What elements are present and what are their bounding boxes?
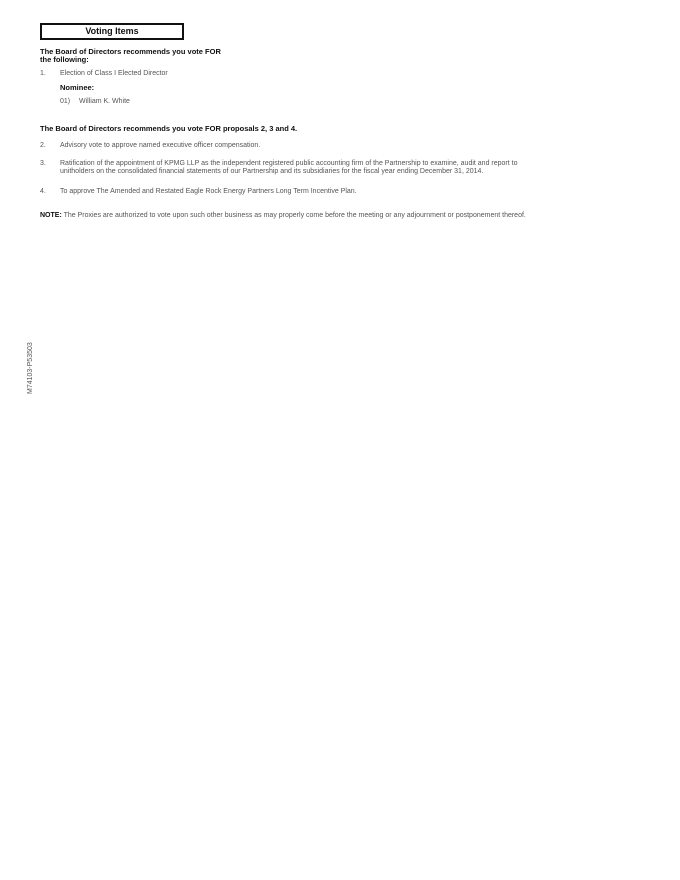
nominee-number: 01) [60,98,71,105]
item-1-text: Election of Class I Elected Director [60,70,168,77]
note-text: The Proxies are authorized to vote upon such other business as may properly come before the meeting or any adjournment or postponement thereof. [61,212,526,219]
item-1-number: 1. [40,70,46,77]
item-3-number: 3. [40,160,46,167]
item-4-text: To approve The Amended and Restated Eagle Rock Energy Partners Long Term Incentive Plan. [60,188,357,195]
voting-items-header: Voting Items [40,23,184,40]
side-code: M74103-P53503 [27,342,34,394]
item-3-text-line1: Ratification of the appointment of KPMG LLP as the independent registered public accounting firm of the Partnership to examine, audit and report to [60,160,518,167]
item-3-text-line2: unitholders on the consolidated financial statements of our Partnership and its subsidiaries for the fiscal year ending December 31, 2014. [60,168,484,175]
item-2-text: Advisory vote to approve named executive officer compensation. [60,142,261,149]
board-recommendation-line2: the following: [40,55,89,64]
proposals-recommendation: The Board of Directors recommends you vote FOR proposals 2, 3 and 4. [40,124,298,133]
item-4-number: 4. [40,188,46,195]
board-recommendation-line1: The Board of Directors recommends you vote FOR [40,47,221,56]
item-2-number: 2. [40,142,46,149]
note [40,212,526,220]
note-label: NOTE: [40,212,62,219]
nominee-name: William K. White [79,98,130,105]
nominee-label: Nominee: [60,83,95,92]
